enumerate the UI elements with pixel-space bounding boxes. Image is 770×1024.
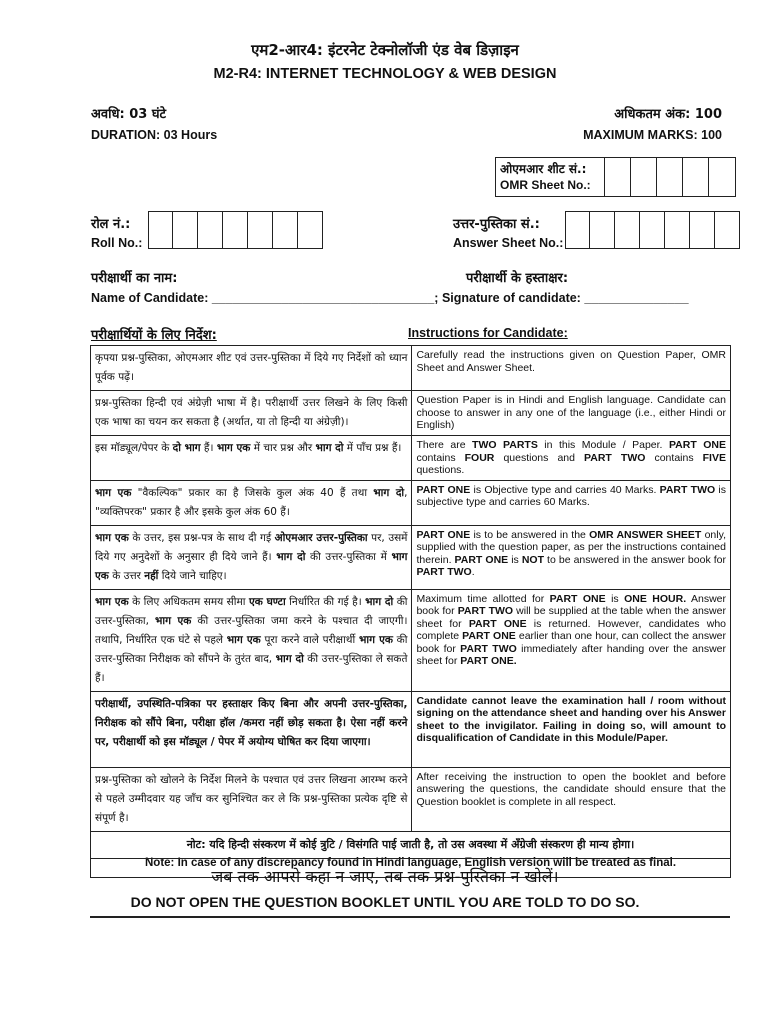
- instruction-hindi: प्रश्न-पुस्तिका को खोलने के निर्देश मिलने के पश्चात एवं उत्तर लिखना आरम्भ करने से पहले उम्मीदवार यह जाँच कर सुनिश्चित कर ले कि प्रश्न-पुस्तिका प्रत्येक दृष्टि से संपूर्ण है।: [91, 767, 412, 831]
- note-hindi: नोट: यदि हिन्दी संस्करण में कोई त्रुटि / विसंगति पाई जाती है, तो उस अवस्था में अँग्रेजी संस्करण ही मान्य होगा।: [186, 837, 635, 851]
- instruction-hindi: कृपया प्रश्न-पुस्तिका, ओएमआर शीट एवं उत्तर-पुस्तिका में दिये गए निर्देशों को ध्यान पूर्वक पढ़ें।: [91, 346, 412, 391]
- answer-sheet-digit-cell[interactable]: [590, 211, 615, 249]
- max-marks-english: MAXIMUM MARKS: 100: [583, 128, 722, 142]
- roll-digit-cell[interactable]: [173, 211, 198, 249]
- roll-digit-cell[interactable]: [248, 211, 273, 249]
- answer-sheet-label-english: Answer Sheet No.:: [453, 236, 564, 250]
- instruction-english: Question Paper is in Hindi and English language. Candidate can choose to answer in any one of the language (i.e., either Hindi or English): [412, 391, 731, 436]
- instruction-english: Candidate cannot leave the examination hall / room without signing on the attendance sheet and handing over his Answer sheet to the invigilator. Failing in doing so, will amount to disqualification of Candidate in this Module/Paper.: [412, 691, 731, 767]
- instruction-hindi: भाग एक के उत्तर, इस प्रश्न-पत्र के साथ दी गई ओएमआर उत्तर-पुस्तिका पर, उसमें दिये गए अनुदेशों के अनुसार ही दिये जाने हैं। भाग दो की उत्तर-पुस्तिका में भाग एक के उत्तर नहीं दिये जाने चाहिए।: [91, 525, 412, 589]
- instruction-english: PART ONE is Objective type and carries 40 Marks. PART TWO is subjective type and carries 60 Marks.: [412, 480, 731, 525]
- instruction-english: There are TWO PARTS in this Module / Paper. PART ONE contains FOUR questions and PART TWO contains FIVE questions.: [412, 436, 731, 481]
- answer-sheet-digit-cell[interactable]: [565, 211, 590, 249]
- omr-digit-cell[interactable]: [683, 158, 709, 196]
- roll-digit-cell[interactable]: [273, 211, 298, 249]
- omr-label-hindi: ओएमआर शीट सं.:: [500, 162, 587, 176]
- answer-sheet-digit-cell[interactable]: [615, 211, 640, 249]
- omr-digit-cell[interactable]: [657, 158, 683, 196]
- instruction-hindi: प्रश्न-पुस्तिका हिन्दी एवं अंग्रेज़ी भाषा में है। परीक्षार्थी उत्तर लिखने के लिए किसी एक भाषा का चयन कर सकता है (अर्थात, या तो हिन्दी या अंग्रेज़ी)।: [91, 391, 412, 436]
- footer-warning-hindi: जब तक आपसे कहा न जाए, तब तक प्रश्न-पुस्तिका न खोलें।: [211, 867, 559, 886]
- paper-title-hindi: एम2-आर4: इंटरनेट टेक्नोलॉजी एंड वेब डिज़ाइन: [251, 41, 519, 59]
- instruction-hindi: परीक्षार्थी, उपस्थिति-पत्रिका पर हस्ताक्षर किए बिना और अपनी उत्तर-पुस्तिका, निरीक्षक को सौंपे बिना, परीक्षा हॉल /कमरा नहीं छोड़ सकता है। ऐसा नहीं करने पर, परीक्षार्थी को इस मॉड्यूल / पेपर में अयोग्य घोषित कर दिया जाएगा।: [91, 691, 412, 767]
- instruction-row: [91, 691, 731, 767]
- instruction-english: PART ONE is to be answered in the OMR ANSWER SHEET only, supplied with the question paper, as per the instructions contained therein. PART ONE is NOT to be answered in the answer book for PART TWO.: [412, 525, 731, 589]
- footer-divider-bottom: [90, 916, 730, 918]
- footer-warning-english: DO NOT OPEN THE QUESTION BOOKLET UNTIL YOU ARE TOLD TO DO SO.: [130, 894, 640, 910]
- duration-english: DURATION: 03 Hours: [91, 128, 218, 142]
- instruction-row: [91, 391, 731, 436]
- instruction-row: [91, 767, 731, 831]
- instructions-heading-hindi: परीक्षार्थियों के लिए निर्देश:: [91, 328, 217, 343]
- omr-label-english: OMR Sheet No.:: [500, 178, 591, 192]
- instructions-table: [90, 345, 731, 878]
- candidate-signature-label-hindi: परीक्षार्थी के हस्ताक्षर:: [466, 271, 569, 286]
- omr-digit-cell[interactable]: [605, 158, 631, 196]
- instruction-row: [91, 525, 731, 589]
- omr-digit-cell[interactable]: [631, 158, 657, 196]
- candidate-name-signature-line[interactable]: Name of Candidate: ________________________________; Signature of candidate: _______________: [91, 291, 689, 305]
- roll-digit-cell[interactable]: [223, 211, 248, 249]
- answer-sheet-digit-cell[interactable]: [640, 211, 665, 249]
- instruction-hindi: इस मॉड्यूल/पेपर के दो भाग हैं। भाग एक में चार प्रश्न और भाग दो में पाँच प्रश्न हैं।: [91, 436, 412, 481]
- instruction-row: [91, 346, 731, 391]
- instruction-hindi: भाग एक "वैकल्पिक" प्रकार का है जिसके कुल अंक 40 हैं तथा भाग दो, "व्यक्तिपरक" प्रकार है और इसके कुल अंक 60 हैं।: [91, 480, 412, 525]
- roll-digit-cell[interactable]: [198, 211, 223, 249]
- omr-number-cells[interactable]: [605, 158, 735, 196]
- instruction-row: [91, 589, 731, 691]
- roll-digit-cell[interactable]: [148, 211, 173, 249]
- omr-digit-cell[interactable]: [709, 158, 735, 196]
- duration-hindi: अवधि: 03 घंटे: [91, 107, 167, 122]
- candidate-name-label-hindi: परीक्षार्थी का नाम:: [91, 271, 178, 286]
- roll-digit-cell[interactable]: [298, 211, 323, 249]
- roll-number-cells[interactable]: [148, 211, 323, 249]
- footer-divider-top: [90, 858, 730, 859]
- instruction-row: [91, 480, 731, 525]
- instruction-row: [91, 436, 731, 481]
- roll-label-hindi: रोल नं.:: [91, 217, 131, 232]
- answer-sheet-digit-cell[interactable]: [690, 211, 715, 249]
- note-english: Note: In case of any discrepancy found in Hindi language, English version will be treated as final.: [144, 856, 677, 869]
- answer-sheet-label-hindi: उत्तर-पुस्तिका सं.:: [453, 217, 540, 232]
- answer-sheet-digit-cell[interactable]: [665, 211, 690, 249]
- instruction-hindi: भाग एक के लिए अधिकतम समय सीमा एक घण्टा निर्धारित की गई है। भाग दो की उत्तर-पुस्तिका, भाग एक की उत्तर-पुस्तिका जमा करने के पश्चात दी जाएगी। तथापि, निर्धारित एक घंटे से पहले भाग एक पूरा करने वाले परीक्षार्थी भाग एक की उत्तर-पुस्तिका निरीक्षक को सौंपने के तुरंत बाद, भाग दो की उत्तर-पुस्तिका ले सकते हैं।: [91, 589, 412, 691]
- omr-sheet-number-box: [495, 157, 736, 197]
- answer-sheet-number-cells[interactable]: [565, 211, 740, 249]
- roll-label-english: Roll No.:: [91, 236, 143, 250]
- paper-title-english: M2-R4: INTERNET TECHNOLOGY & WEB DESIGN: [213, 66, 557, 82]
- answer-sheet-digit-cell[interactable]: [715, 211, 740, 249]
- max-marks-hindi: अधिकतम अंक: 100: [614, 107, 722, 122]
- instruction-english: Maximum time allotted for PART ONE is ONE HOUR. Answer book for PART TWO will be supplied at the table when the answer sheet for PART ONE is returned. However, candidates who complete PART ONE earlier than one hour, can collect the answer book for PART TWO immediately after handing over the answer sheet for PART ONE.: [412, 589, 731, 691]
- instructions-heading-english: Instructions for Candidate:: [408, 326, 568, 340]
- instruction-english: After receiving the instruction to open the booklet and before answering the questions, the candidate should ensure that the Question booklet is complete in all respect.: [412, 767, 731, 831]
- instruction-english: Carefully read the instructions given on Question Paper, OMR Sheet and Answer Sheet.: [412, 346, 731, 391]
